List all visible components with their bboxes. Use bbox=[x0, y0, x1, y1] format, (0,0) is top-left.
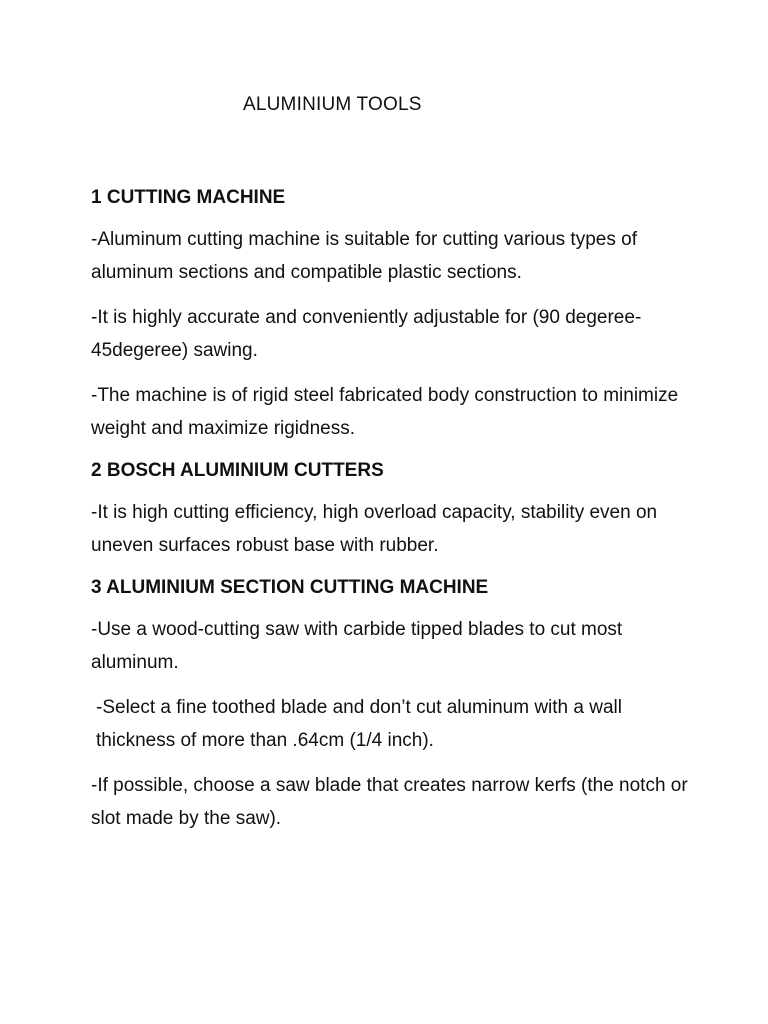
paragraph: -The machine is of rigid steel fabricated body construction to minimize weight and maximize rigidness. bbox=[91, 385, 679, 439]
paragraph: -If possible, choose a saw blade that creates narrow kerfs (the notch or slot made by the saw). bbox=[91, 775, 688, 829]
section-heading-section-cutting-machine: 3 ALUMINIUM SECTION CUTTING MACHINE bbox=[91, 577, 489, 598]
section-heading-bosch-cutters: 2 BOSCH ALUMINIUM CUTTERS bbox=[91, 460, 384, 481]
paragraph: -Select a fine toothed blade and don’t cut aluminum with a wall thickness of more than .64cm (1/4 inch). bbox=[96, 697, 622, 751]
paragraph: -Use a wood-cutting saw with carbide tipped blades to cut most aluminum. bbox=[91, 619, 623, 673]
paragraph: -It is highly accurate and conveniently adjustable for (90 degeree-45degeree) sawing. bbox=[91, 307, 642, 361]
section-heading-cutting-machine: 1 CUTTING MACHINE bbox=[91, 187, 286, 208]
paragraph: -It is high cutting efficiency, high overload capacity, stability even on uneven surfaces robust base with rubber. bbox=[91, 502, 658, 556]
document-body bbox=[91, 184, 691, 847]
document-title: ALUMINIUM TOOLS bbox=[243, 94, 422, 115]
paragraph: -Aluminum cutting machine is suitable for cutting various types of aluminum sections and compatible plastic sections. bbox=[91, 229, 637, 283]
